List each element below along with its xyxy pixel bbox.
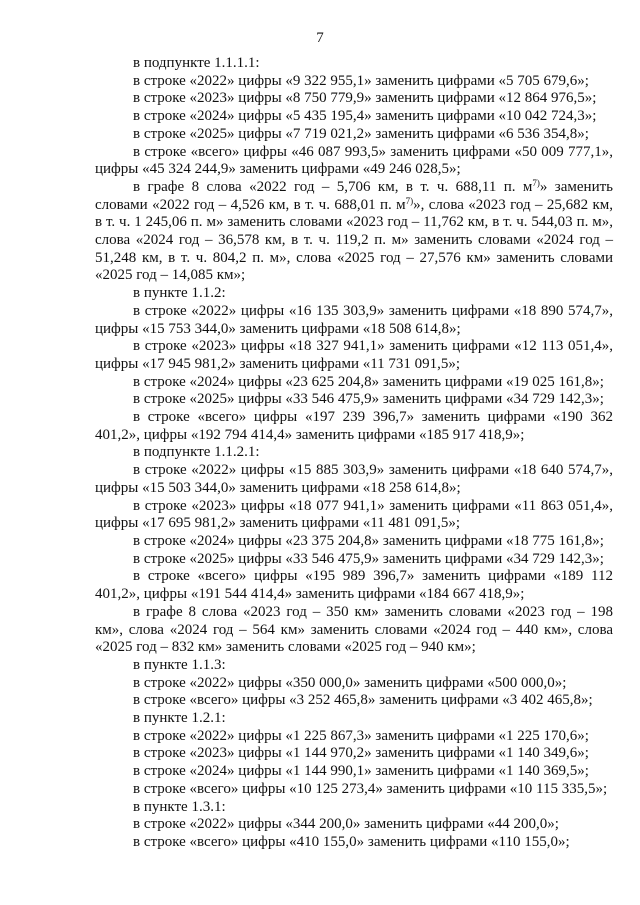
paragraph: в пункте 1.1.3: [133, 656, 226, 673]
paragraph: в строке «2024» цифры «23 625 204,8» заменить цифрами «19 025 161,8»; [133, 373, 604, 390]
paragraph: в строке «всего» цифры «197 239 396,7» заменить цифрами «190 362 401,2», цифры «192 794 414,4» заменить цифрами «185 917 418,9»; [95, 409, 613, 443]
footnote-ref: 7) [532, 177, 540, 188]
paragraph: в строке «2024» цифры «1 144 990,1» заменить цифрами «1 140 369,5»; [133, 763, 589, 780]
paragraph: в подпункте 1.1.2.1: [133, 444, 260, 461]
paragraph: в строке «2022» цифры «350 000,0» заменить цифрами «500 000,0»; [133, 674, 567, 691]
document-body [95, 55, 613, 852]
paragraph: в строке «всего» цифры «410 155,0» заменить цифрами «110 155,0»; [133, 833, 570, 850]
paragraph: в строке «2022» цифры «16 135 303,9» заменить цифрами «18 890 574,7», цифры «15 753 344,0» заменить цифрами «18 508 614,8»; [95, 302, 613, 337]
text-segment: в графе 8 слова «2022 год – 5,706 км, в т. ч. 688,11 п. м [133, 178, 533, 195]
paragraph: в строке «2024» цифры «5 435 195,4» заменить цифрами «10 042 724,3»; [133, 108, 597, 125]
paragraph: в подпункте 1.1.1.1: [133, 55, 260, 71]
paragraph: в строке «2023» цифры «18 077 941,1» заменить цифрами «11 863 051,4», цифры «17 695 981,2» заменить цифрами «11 481 091,5»; [95, 497, 613, 532]
paragraph: в строке «2022» цифры «344 200,0» заменить цифрами «44 200,0»; [133, 816, 559, 833]
paragraph: в строке «2023» цифры «18 327 941,1» заменить цифрами «12 113 051,4», цифры «17 945 981,2» заменить цифрами «11 731 091,5»; [95, 338, 613, 372]
paragraph: в графе 8 слова «2023 год – 350 км» заменить словами «2023 год – 198 км», слова «2024 год – 564 км» заменить словами «2024 год – 440 км», слова «2025 год – 832 км» заменить словами «2025 год – 940 км»; [95, 603, 613, 656]
paragraph-with-superscripts [95, 179, 613, 285]
page-number: 7 [316, 30, 324, 46]
text-segment: » заменить словами «2022 год – 4,526 км, в т. ч. 688,01 п. м [95, 178, 613, 213]
paragraph: в строке «2025» цифры «33 546 475,9» заменить цифрами «34 729 142,3»; [133, 391, 604, 408]
paragraph: в строке «2022» цифры «9 322 955,1» заменить цифрами «5 705 679,6»; [133, 72, 589, 89]
paragraph: в строке «2024» цифры «23 375 204,8» заменить цифрами «18 775 161,8»; [133, 532, 604, 549]
paragraph: в строке «2023» цифры «1 144 970,2» заменить цифрами «1 140 349,6»; [133, 745, 589, 762]
paragraph: в строке «всего» цифры «10 125 273,4» заменить цифрами «10 115 335,5»; [133, 780, 608, 797]
paragraph: в пункте 1.3.1: [133, 798, 226, 815]
paragraph: в строке «всего» цифры «46 087 993,5» заменить цифрами «50 009 777,1», цифры «45 324 244,9» заменить цифрами «49 246 028,5»; [95, 143, 613, 178]
footnote-ref: 7) [405, 195, 414, 206]
paragraph: в строке «2025» цифры «33 546 475,9» заменить цифрами «34 729 142,3»; [133, 550, 604, 567]
paragraph: в строке «2025» цифры «7 719 021,2» заменить цифрами «6 536 354,8»; [133, 125, 589, 142]
paragraph: в строке «всего» цифры «195 989 396,7» заменить цифрами «189 112 401,2», цифры «191 544 414,4» заменить цифрами «184 667 418,9»; [95, 568, 613, 603]
paragraph: в строке «2023» цифры «8 750 779,9» заменить цифрами «12 864 976,5»; [133, 90, 597, 107]
paragraph: в пункте 1.2.1: [133, 710, 226, 727]
paragraph: в строке «2022» цифры «15 885 303,9» заменить цифрами «18 640 574,7», цифры «15 503 344,0» заменить цифрами «18 258 614,8»; [95, 462, 613, 496]
paragraph: в пункте 1.1.2: [133, 285, 226, 302]
paragraph: в строке «всего» цифры «3 252 465,8» заменить цифрами «3 402 465,8»; [133, 692, 593, 709]
paragraph: в строке «2022» цифры «1 225 867,3» заменить цифрами «1 225 170,6»; [133, 727, 589, 744]
text-segment: », слова «2023 год – 25,682 км, в т. ч. 1 245,06 п. м» заменить словами «2023 год – 11,762 км, в т. ч. 544,03 п. м», слова «2024 год – 36,578 км, в т. ч. 119,2 п. м» заменить словами «2024 год – 51,248 км, в т. ч. 804,2 п. м», слова «2025 год – 27,576 км» заменить словами «2025 год – 14,085 км»; [95, 196, 613, 284]
